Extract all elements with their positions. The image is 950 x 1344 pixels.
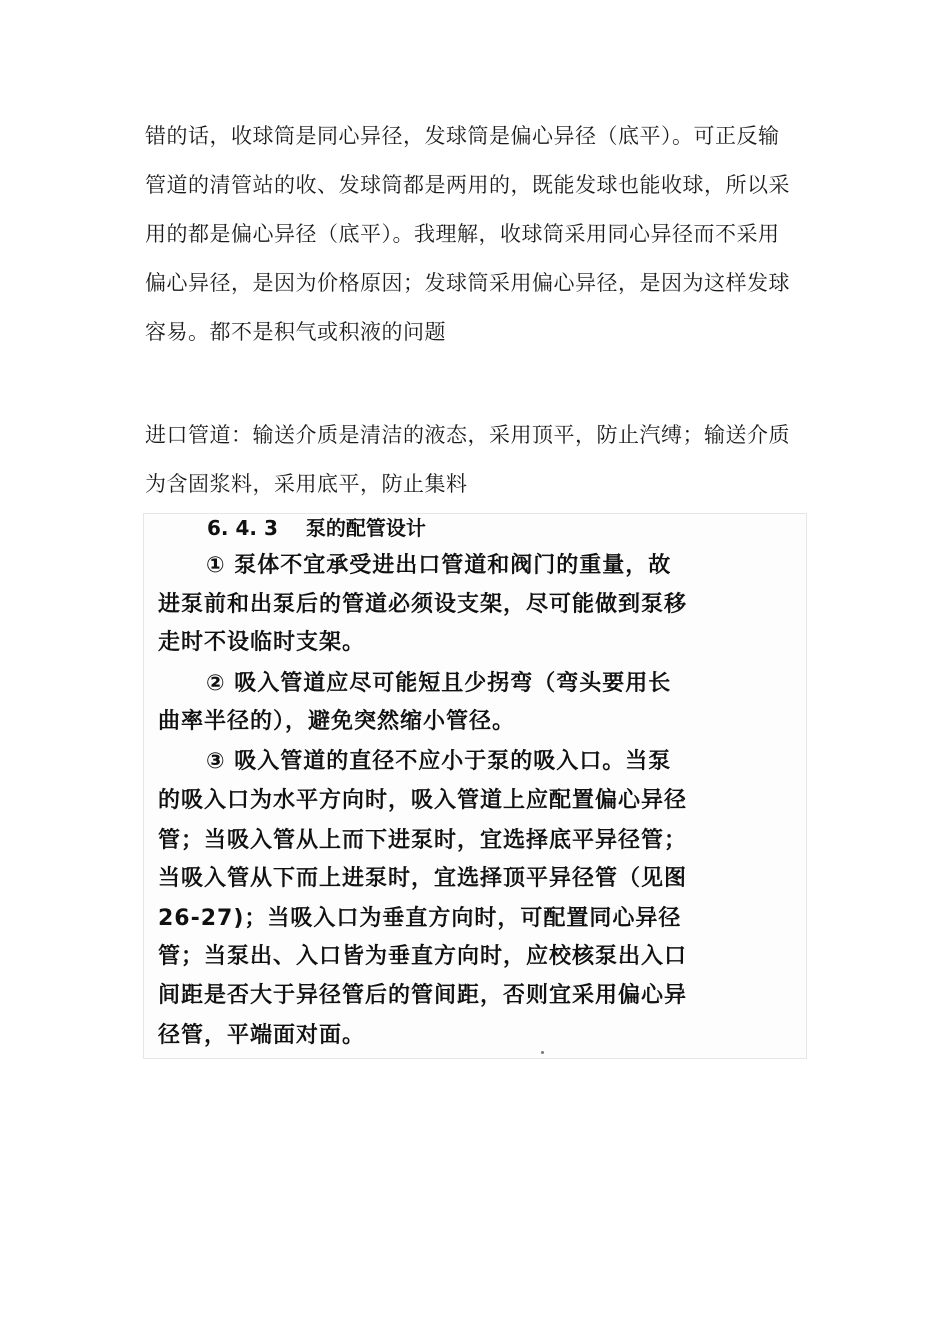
excerpt-line: 间距是否大于异径管后的管间距，否则宜采用偏心异: [158, 983, 688, 1008]
excerpt-line: 当吸入管从下而上进泵时，宜选择顶平异径管（见图: [158, 866, 688, 891]
text-line: 错的话，收球筒是同心异径，发球筒是偏心异径（底平）。可正反输: [145, 124, 780, 148]
excerpt-line: 走时不设临时支架。: [158, 630, 366, 655]
text-line: 容易。都不是积气或积液的问题: [145, 320, 446, 344]
text-line: 管道的清管站的收、发球筒都是两用的，既能发球也能收球，所以采: [145, 173, 790, 197]
excerpt-line: ② 吸入管道应尽可能短且少拐弯（弯头要用长: [206, 671, 672, 696]
excerpt-line: 管；当吸入管从上而下进泵时，宜选择底平异径管；: [158, 828, 688, 853]
section-title: 泵的配管设计: [305, 516, 426, 540]
section-number: 6. 4. 3: [207, 516, 278, 540]
excerpt-line: ① 泵体不宜承受进出口管道和阀门的重量，故: [206, 553, 672, 578]
excerpt-line: 曲率半径的），避免突然缩小管径。: [158, 709, 516, 734]
paragraph-reducer-explanation: [145, 112, 810, 357]
excerpt-line: 管；当泵出、入口皆为垂直方向时，应校核泵出入口: [158, 944, 688, 969]
excerpt-line: 进泵前和出泵后的管道必须设支架，尽可能做到泵移: [158, 592, 688, 617]
text-line: 进口管道：输送介质是清洁的液态，采用顶平，防止汽缚；输送介质: [145, 423, 790, 447]
excerpt-line: 的吸入口为水平方向时，吸入管道上应配置偏心异径: [158, 788, 688, 813]
excerpt-line: 26-27)；当吸入口为垂直方向时，可配置同心异径: [158, 906, 682, 931]
text-line: 用的都是偏心异径（底平）。我理解，收球筒采用同心异径而不采用: [145, 222, 780, 246]
scan-speck: [541, 1051, 544, 1054]
excerpt-line: ③ 吸入管道的直径不应小于泵的吸入口。当泵: [206, 749, 672, 774]
text-line: 偏心异径，是因为价格原因；发球筒采用偏心异径，是因为这样发球: [145, 271, 790, 295]
excerpt-line: 径管，平端面对面。: [158, 1023, 366, 1048]
text-line: 为含固浆料，采用底平，防止集料: [145, 472, 468, 496]
scanned-excerpt-image: [143, 513, 807, 1059]
paragraph-inlet-piping: [145, 411, 810, 509]
section-heading: [207, 514, 426, 544]
